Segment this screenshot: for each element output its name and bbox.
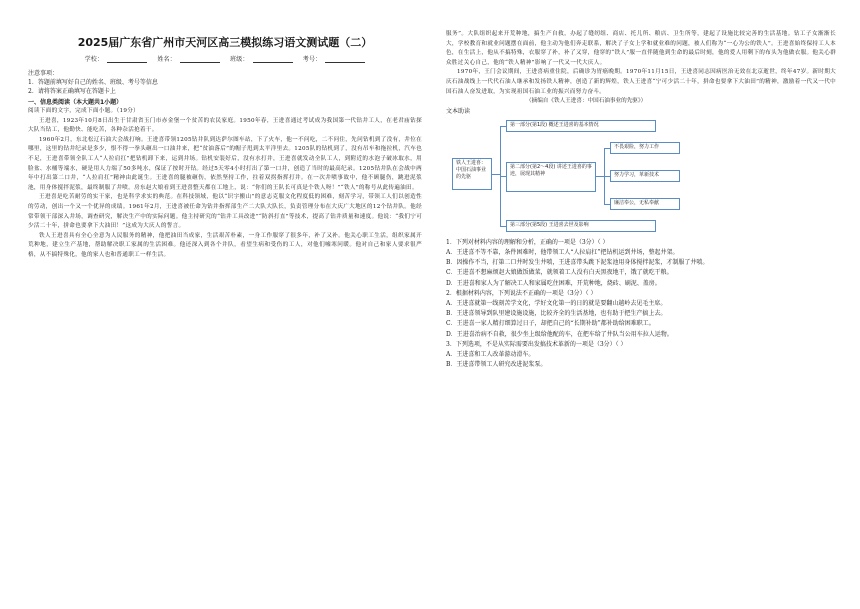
exam-number-label: 考号： [302,56,322,63]
note-item: 2．请将答案正确填写在答题卡上 [28,88,116,95]
answer-option[interactable]: D．王进喜治病不自救，很少坐上级给他配的车，在把车给了井队当公用车拉人运物。 [446,330,673,338]
name-field[interactable] [155,54,222,63]
diagram-branch: 第二部分(第2～4段) 讲述王进喜的事迹，展现其精神 [506,162,596,192]
diagram-detail: 不畏艰险，努力工作 [610,142,680,154]
page-title: 2025届广东省广州市天河区高三模拟练习语文测试题（二） [77,36,373,49]
exam-number-field[interactable] [301,54,368,63]
answer-option[interactable]: A．王进喜和工人改革游动滑车。 [446,350,535,358]
diagram-connector [492,174,500,175]
class-field[interactable] [228,54,295,63]
diagram-branch: 第一部分(第1段) 概述王进喜的基本情况 [506,120,656,132]
answer-option[interactable]: C．王进喜一家人精打细算过日子，却把自己的“长期补助”都补助给困难职工。 [446,320,655,328]
student-info-fields [28,54,422,63]
answer-option[interactable]: B．因操作不当，打第二口井时发生井喷，王进喜带头跳下泥浆池用身体搅拌泥浆，才制服了井喷。 [446,259,709,267]
answer-option[interactable]: A．王进喜就第一线刻苦学文化，学好文化第一的日的就是要翻山越岭去见毛主席。 [446,299,667,307]
diagram-root: 铁人王进喜：中国石油事业的先驱 [452,158,492,190]
answer-option[interactable]: A．王进喜不等不靠，条件困难时，他带领工人“人拉肩扛”把钻机运到井场，整起井架。 [446,248,679,256]
passage-paragraph: 服务”。大队组织起来开荒种地，搞生产自救，办起了缝纫组、商店、托儿所、粮店、卫生所等，建起了设施比较完善的生活基地。钻工子女渐渐长大，学校教育和就业问题摆在面前，他主动为他们奔走联系，解决了子女上学和就业难的问题，被人们称为“一心为公的铁人”。王进喜始终保持工人本色，在生活上，他从不搞特殊，衣服穿了补，补了又穿，他穿的“铁人”服一直伴随他到生命的最后时刻，他的爱人用剩下的布头为他做衣服。他关心群众胜过关心自己，他的“铁人精神”影响了一代又一代大庆人。 [446,31,836,66]
diagram-branch: 第三部分(第5段) 王进喜去世及影响 [506,220,656,232]
question-stem: 2．根据材料内容，下列说法不正确的一项是（3分）（ ） [446,289,597,297]
passage-paragraph: 王进喜，1923年10月8日出生于甘肃省玉门市赤金堡一个贫苦的农民家庭。1950年春，王进喜通过考试成为我国第一代钻井工人，在老君庙钻探大队当钻工，他勤快、能吃苦，各种杂活抢着干。 [28,117,422,134]
diagram-detail: 努力学习，革新技术 [610,170,680,182]
structure-diagram [452,120,752,232]
answer-option[interactable]: B．王进喜带领工人研究改进泥浆泵。 [446,361,547,369]
school-field[interactable] [83,54,150,63]
answer-option[interactable]: D．王进喜和家人为了解决工人和家属吃住困难，开荒种地，烧砖、刷泥、盖房。 [446,279,661,287]
notes [28,69,422,96]
diagram-detail: 廉洁奉公，无私奉献 [610,198,680,210]
passage-paragraph: 王进喜是吃苦耐劳的实干家，也是科学求实的典范。在科技领域，他以“识字搬山”的意志克服文化程度低的困难，刻苦学习，带领工人们以创造性的劳动，创出一个又一个优异的成绩。1961年2月，王进喜被任命为钻井指挥部生产二大队大队长，负责管理分布在大庆广大地区的12个钻井队。他经常带领干部深入井场，调查研究，解决生产中的实际问题。他主持研究的“钻井工具改进”“防斜打直”等技术，提高了钻井质量和速度。他说：“我们宁可少活二十年，拼命也要拿下大油田！”这成为大庆人的誓言。 [28,194,422,230]
school-label: 学校： [84,56,104,63]
passage-paragraph: 1960年2月，东北松辽石油大会战打响。王进喜带领1205钻井队到达萨尔图车站，下了火车，他一不问吃，二不问住，先问钻机到了没有，井位在哪里，这里的钻井纪录是多少，恨不得一拳头砸出一口油井来，把“贫油落后”的帽子甩到太平洋里去。1205队的钻机到了，没有吊车和拖拉机，汽车也不足，王进喜带领全队工人“人拉肩扛”把钻机卸下来，运到井场。钻机安装好后，没有水打井，王进喜就发动全队工人，到附近的水泡子破冰取水，用脸盆、水桶等端水，硬是用人力端了50多吨水，保证了按时开钻。经过5天零4小时打出了第一口井，创造了当时的最高纪录。1205钻井队在会战中两年中打出第二口井，“人拉肩扛”精神由此诞生。王进喜的腿被砸伤，依然坚持工作，拄着双拐指挥打井。在一次井喷事故中，他不顾腿伤，跳进泥浆池，用身体搅拌泥浆，最终制服了井喷。房东赵大娘看到王进喜整天都在工地上，说：“你们的王队长可真是个铁人呀！”“铁人”的称号从此传遍油田。 [28,136,422,191]
section-heading: 一、信息类阅读（本大题共1小题） [28,99,123,106]
note-item: 1．答题前填写好自己的姓名、班级、考号等信息 [28,79,158,86]
diagram-connector [596,176,604,177]
answer-option[interactable]: C．王进喜不想麻烦赵大娘做饭做菜，就领着工人没有白天黑夜地干，饿了就吃干粮。 [446,269,673,277]
passage-paragraph: 铁人王进喜具有全心全意为人民服务的精神，他把油田当成家，生活艰苦朴素，一身工作服穿了很多年，补了又补。他关心职工生活，组织家属开荒种地，建立生产基地，帮助解决职工家属的生活困难。他还深入到各个井队，看望生病和受伤的工人，对他们嘘寒问暖。他对自己和家人要求很严格，从不搞特殊化，他的家人也和普通职工一样生活。 [28,232,422,258]
question-stem: 3．下列选项，不是从实际需要出发搞技术革新的一项是（3分）（ ） [446,340,627,348]
right-column [432,0,860,609]
question-stem: 1．下列对材料内容的理解和分析，正确的一项是（3分）（ ） [446,238,609,246]
passage-paragraph: 1970年，王门会议期间，王进喜病重住院，后确诊为胃癌晚期。1970年11月15日，王进喜同志因病医治无效在北京逝世，终年47岁。新时期大庆石油战线上一代代石油人继承和发扬铁人精神，创造了新的辉煌，铁人王进喜“宁可少活二十年，拼命也要拿下大油田”的精神，激励着一代又一代中国石油人奋发进取，为实现祖国石油工业的振兴而努力奋斗。 [446,69,836,95]
name-label: 姓名： [157,56,176,63]
reading-instruction: 阅读下面的文字，完成下面小题。（19分） [28,108,140,114]
diagram-heading: 文本助读 [446,107,471,115]
source-note: （摘编自《铁人王进喜：中国石油事业的先驱》） [526,98,647,105]
answer-option[interactable]: B．王进喜领导到队里建设施设施，比较齐全的生活基地，也有助于把生产搞上去。 [446,310,667,318]
class-label: 班级： [230,56,249,63]
notes-heading: 注意事项： [28,70,59,77]
